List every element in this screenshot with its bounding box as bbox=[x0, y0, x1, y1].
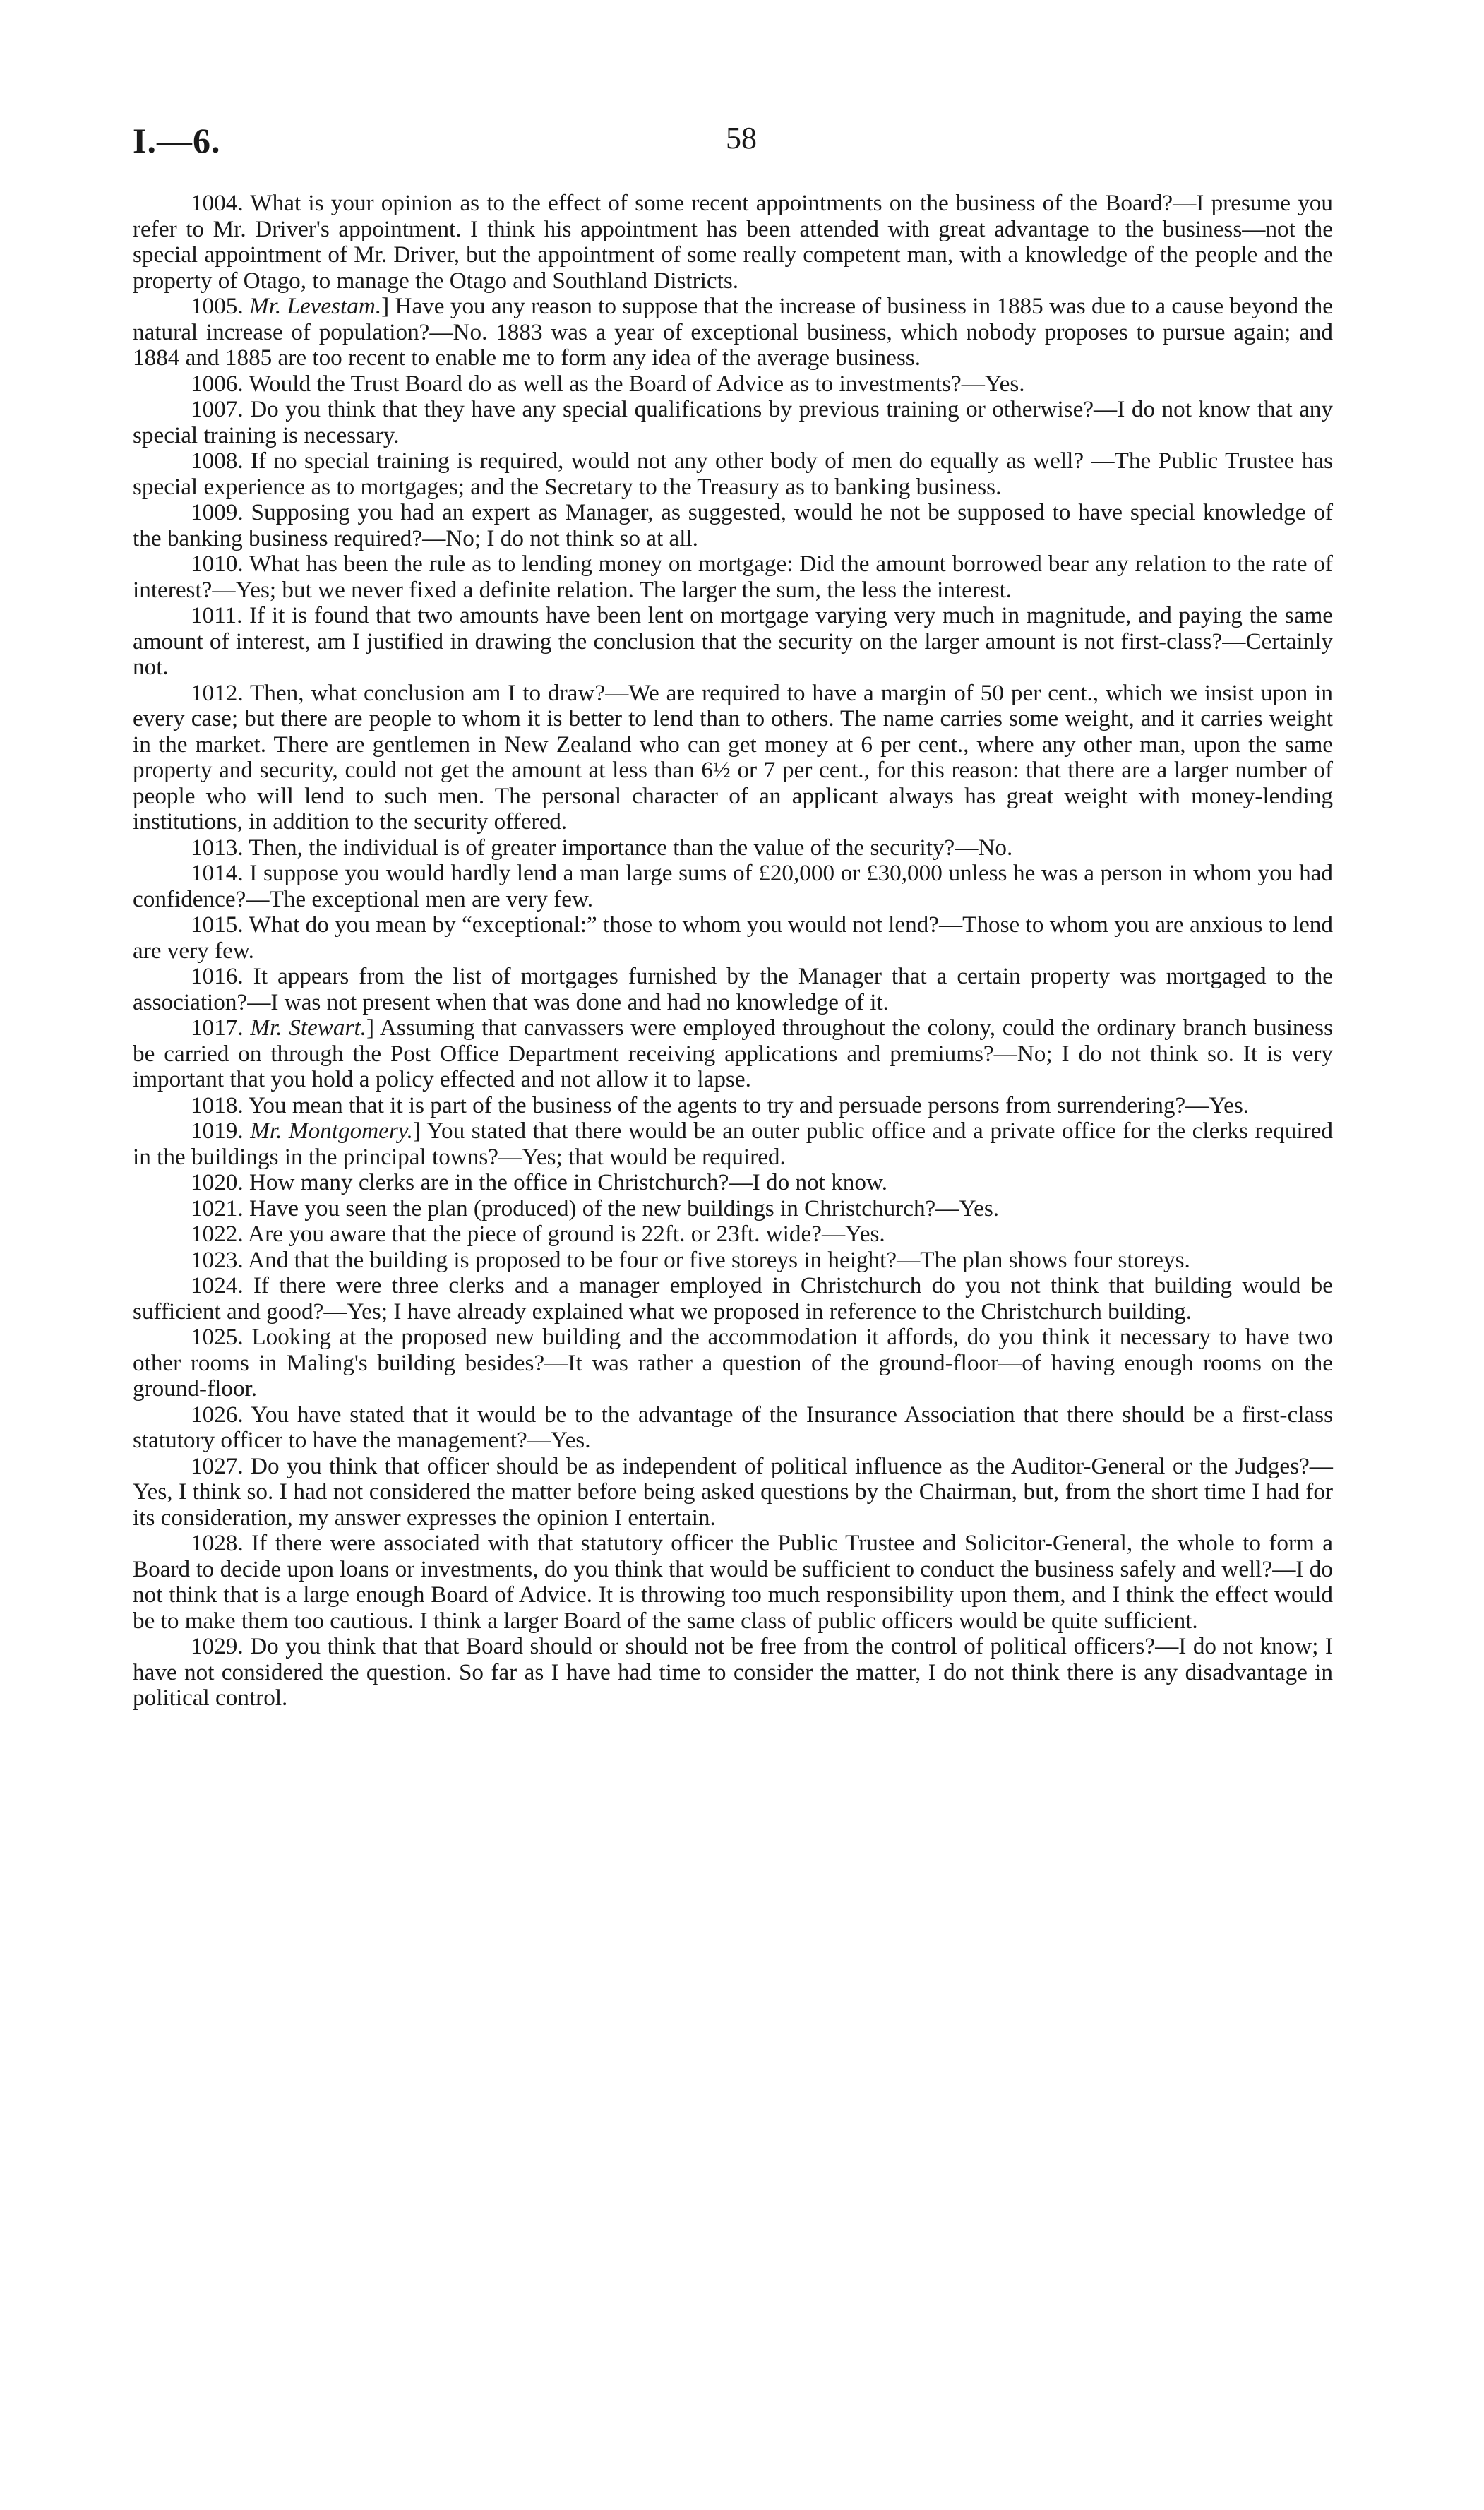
speaker-name: Mr. Montgomery. bbox=[250, 1118, 413, 1144]
paragraph-1019 bbox=[133, 1118, 1333, 1170]
page-header bbox=[133, 120, 1333, 162]
paragraph-1028 bbox=[133, 1531, 1333, 1634]
paragraph-text: 1007. Do you think that they have any special qualifications by previous training or otherwise?—I do not know that any special training is necessary. bbox=[133, 396, 1333, 448]
paragraph-1018 bbox=[133, 1093, 1333, 1119]
page-body bbox=[133, 191, 1333, 1711]
paragraph-number: 1019. bbox=[191, 1118, 251, 1144]
paragraph-text: 1026. You have stated that it would be to the advantage of the Insurance Association that there should be a first-class statutory officer to have the management?—Yes. bbox=[133, 1401, 1333, 1453]
paragraph-text: 1021. Have you seen the plan (produced) of the new buildings in Christchurch?—Yes. bbox=[191, 1195, 1000, 1221]
paragraph-number: 1017. bbox=[191, 1015, 251, 1041]
paragraph-number: 1005. bbox=[191, 293, 249, 319]
paragraph-1015 bbox=[133, 912, 1333, 964]
page-number: 58 bbox=[726, 121, 757, 155]
paragraph-1021 bbox=[133, 1196, 1333, 1222]
paragraph-1016 bbox=[133, 964, 1333, 1015]
paragraph-text: ] Assuming that canvassers were employed throughout the colony, could the ordinary branch business be carried on through the Post Office Department receiving applications and premiums?—No; I do not think so. It is very important that you hold a policy effected and not allow it to lapse. bbox=[133, 1015, 1334, 1092]
paragraph-text: 1027. Do you think that officer should be as independent of political influence as the Auditor-General or the Judges?—Yes, I think so. I had not considered the matter before being asked questions by the Chairman, but, from the short time I had for its consideration, my answer expresses the opinion I entertain. bbox=[133, 1452, 1333, 1531]
paragraph-1011 bbox=[133, 603, 1333, 681]
paragraph-1009 bbox=[133, 500, 1333, 551]
paragraph-text: 1010. What has been the rule as to lending money on mortgage: Did the amount borrowed bear any relation to the rate of interest?—Yes; but we never fixed a definite relation. The larger the sum, the less the interest. bbox=[133, 551, 1333, 603]
paragraph-text: 1011. If it is found that two amounts have been lent on mortgage varying very much in magnitude, and paying the same amount of interest, am I justified in drawing the conclusion that the security on the larger amount is not first-class?—Certainly not. bbox=[133, 602, 1333, 680]
paragraph-1023 bbox=[133, 1248, 1333, 1274]
paragraph-text: 1016. It appears from the list of mortgages furnished by the Manager that a certain property was mortgaged to the association?—I was not present when that was done and had no knowledge of it. bbox=[133, 963, 1333, 1015]
paragraph-text: 1008. If no special training is required, would not any other body of men do equally as well? —The Public Trustee has special experience as to mortgages; and the Secretary to the Treasury as to banking business. bbox=[133, 448, 1333, 500]
speaker-name: Mr. Levestam. bbox=[249, 293, 382, 319]
paragraph-1024 bbox=[133, 1273, 1333, 1325]
paragraph-1026 bbox=[133, 1402, 1333, 1454]
paragraph-text: 1025. Looking at the proposed new building and the accommodation it affords, do you think it necessary to have two other rooms in Maling's building besides?—It was rather a question of the ground-floor—of having enough rooms on the ground-floor. bbox=[133, 1324, 1333, 1402]
paragraph-1027 bbox=[133, 1454, 1333, 1531]
paragraph-text: 1009. Supposing you had an expert as Manager, as suggested, would he not be supposed to have special knowledge of the banking business required?—No; I do not think so at all. bbox=[133, 499, 1333, 551]
paragraph-text: 1022. Are you aware that the piece of ground is 22ft. or 23ft. wide?—Yes. bbox=[191, 1221, 885, 1247]
paragraph-1004 bbox=[133, 191, 1333, 294]
paragraph-1029 bbox=[133, 1634, 1333, 1711]
paragraph-text: 1028. If there were associated with that statutory officer the Public Trustee and Solicitor-General, the whole to form a Board to decide upon loans or investments, do you think that would be sufficient to conduct the business safely and well?—I do not think that is a large enough Board of Advice. It is throwing too much responsibility upon them, and I think the effect would be to make them too cautious. I think a larger Board of the same class of public officers would be quite sufficient. bbox=[133, 1530, 1333, 1634]
speaker-name: Mr. Stewart. bbox=[250, 1015, 366, 1041]
paragraph-text: ] Have you any reason to suppose that the increase of business in 1885 was due to a cause beyond the natural increase of population?—No. 1883 was a year of exceptional business, which nobody proposes to pursue again; and 1884 and 1885 are too recent to enable me to form any idea of the average business. bbox=[133, 293, 1333, 371]
paragraph-1005 bbox=[133, 294, 1333, 371]
paragraph-text: 1014. I suppose you would hardly lend a man large sums of £20,000 or £30,000 unless he was a person in whom you had confidence?—The exceptional men are very few. bbox=[133, 860, 1333, 912]
paragraph-text: 1023. And that the building is proposed to be four or five storeys in height?—The plan shows four storeys. bbox=[191, 1246, 1190, 1273]
paragraph-text: 1018. You mean that it is part of the business of the agents to try and persuade persons from surrendering?—Yes. bbox=[191, 1092, 1250, 1118]
paragraph-text: 1012. Then, what conclusion am I to draw?—We are required to have a margin of 50 per cent., which we insist upon in every case; but there are people to whom it is better to lend than to others. The name carries some weight, and it carries weight in the market. There are gentlemen in New Zealand who can get money at 6 per cent., where any other man, upon the same property and security, could not get the amount at less than 6½ or 7 per cent., for this reason: that there are a larger number of people who will lend to such men. The personal character of an applicant always has great weight with money-lending institutions, in addition to the security offered. bbox=[133, 679, 1333, 835]
paragraph-text: 1024. If there were three clerks and a manager employed in Christchurch do you not think that building would be sufficient and good?—Yes; I have already explained what we proposed in reference to the Christchurch building. bbox=[133, 1272, 1333, 1325]
paragraph-1008 bbox=[133, 448, 1333, 500]
paragraph-text: 1004. What is your opinion as to the effect of some recent appointments on the business of the Board?—I presume you refer to Mr. Driver's appointment. I think his appointment has been attended with great advantage to the business—not the special appointment of Mr. Driver, but the appointment of some really competent man, with a knowledge of the people and the property of Otago, to manage the Otago and Southland Districts. bbox=[133, 190, 1333, 294]
paragraph-text: 1029. Do you think that that Board should or should not be free from the control of political officers?—I do not know; I have not considered the question. So far as I have had time to consider the matter, I do not think there is any disadvantage in political control. bbox=[133, 1633, 1333, 1711]
document-reference: I.—6. bbox=[133, 121, 221, 160]
paragraph-1017 bbox=[133, 1015, 1333, 1093]
paragraph-1022 bbox=[133, 1221, 1333, 1248]
paragraph-1006 bbox=[133, 371, 1333, 398]
paragraph-1007 bbox=[133, 397, 1333, 448]
paragraph-1013 bbox=[133, 835, 1333, 861]
paragraph-1025 bbox=[133, 1325, 1333, 1402]
paragraph-text: 1015. What do you mean by “exceptional:” those to whom you would not lend?—Those to whom you are anxious to lend are very few. bbox=[133, 912, 1333, 964]
paragraph-1010 bbox=[133, 551, 1333, 603]
paragraph-1014 bbox=[133, 861, 1333, 912]
paragraph-1020 bbox=[133, 1170, 1333, 1196]
paragraph-text: 1013. Then, the individual is of greater importance than the value of the security?—No. bbox=[191, 834, 1013, 861]
paragraph-1012 bbox=[133, 681, 1333, 835]
paragraph-text: 1006. Would the Trust Board do as well as the Board of Advice as to investments?—Yes. bbox=[191, 370, 1025, 397]
paragraph-text: ] You stated that there would be an outer public office and a private office for the clerks required in the buildings in the principal towns?—Yes; that would be required. bbox=[133, 1118, 1333, 1170]
paragraph-text: 1020. How many clerks are in the office in Christchurch?—I do not know. bbox=[191, 1169, 888, 1195]
